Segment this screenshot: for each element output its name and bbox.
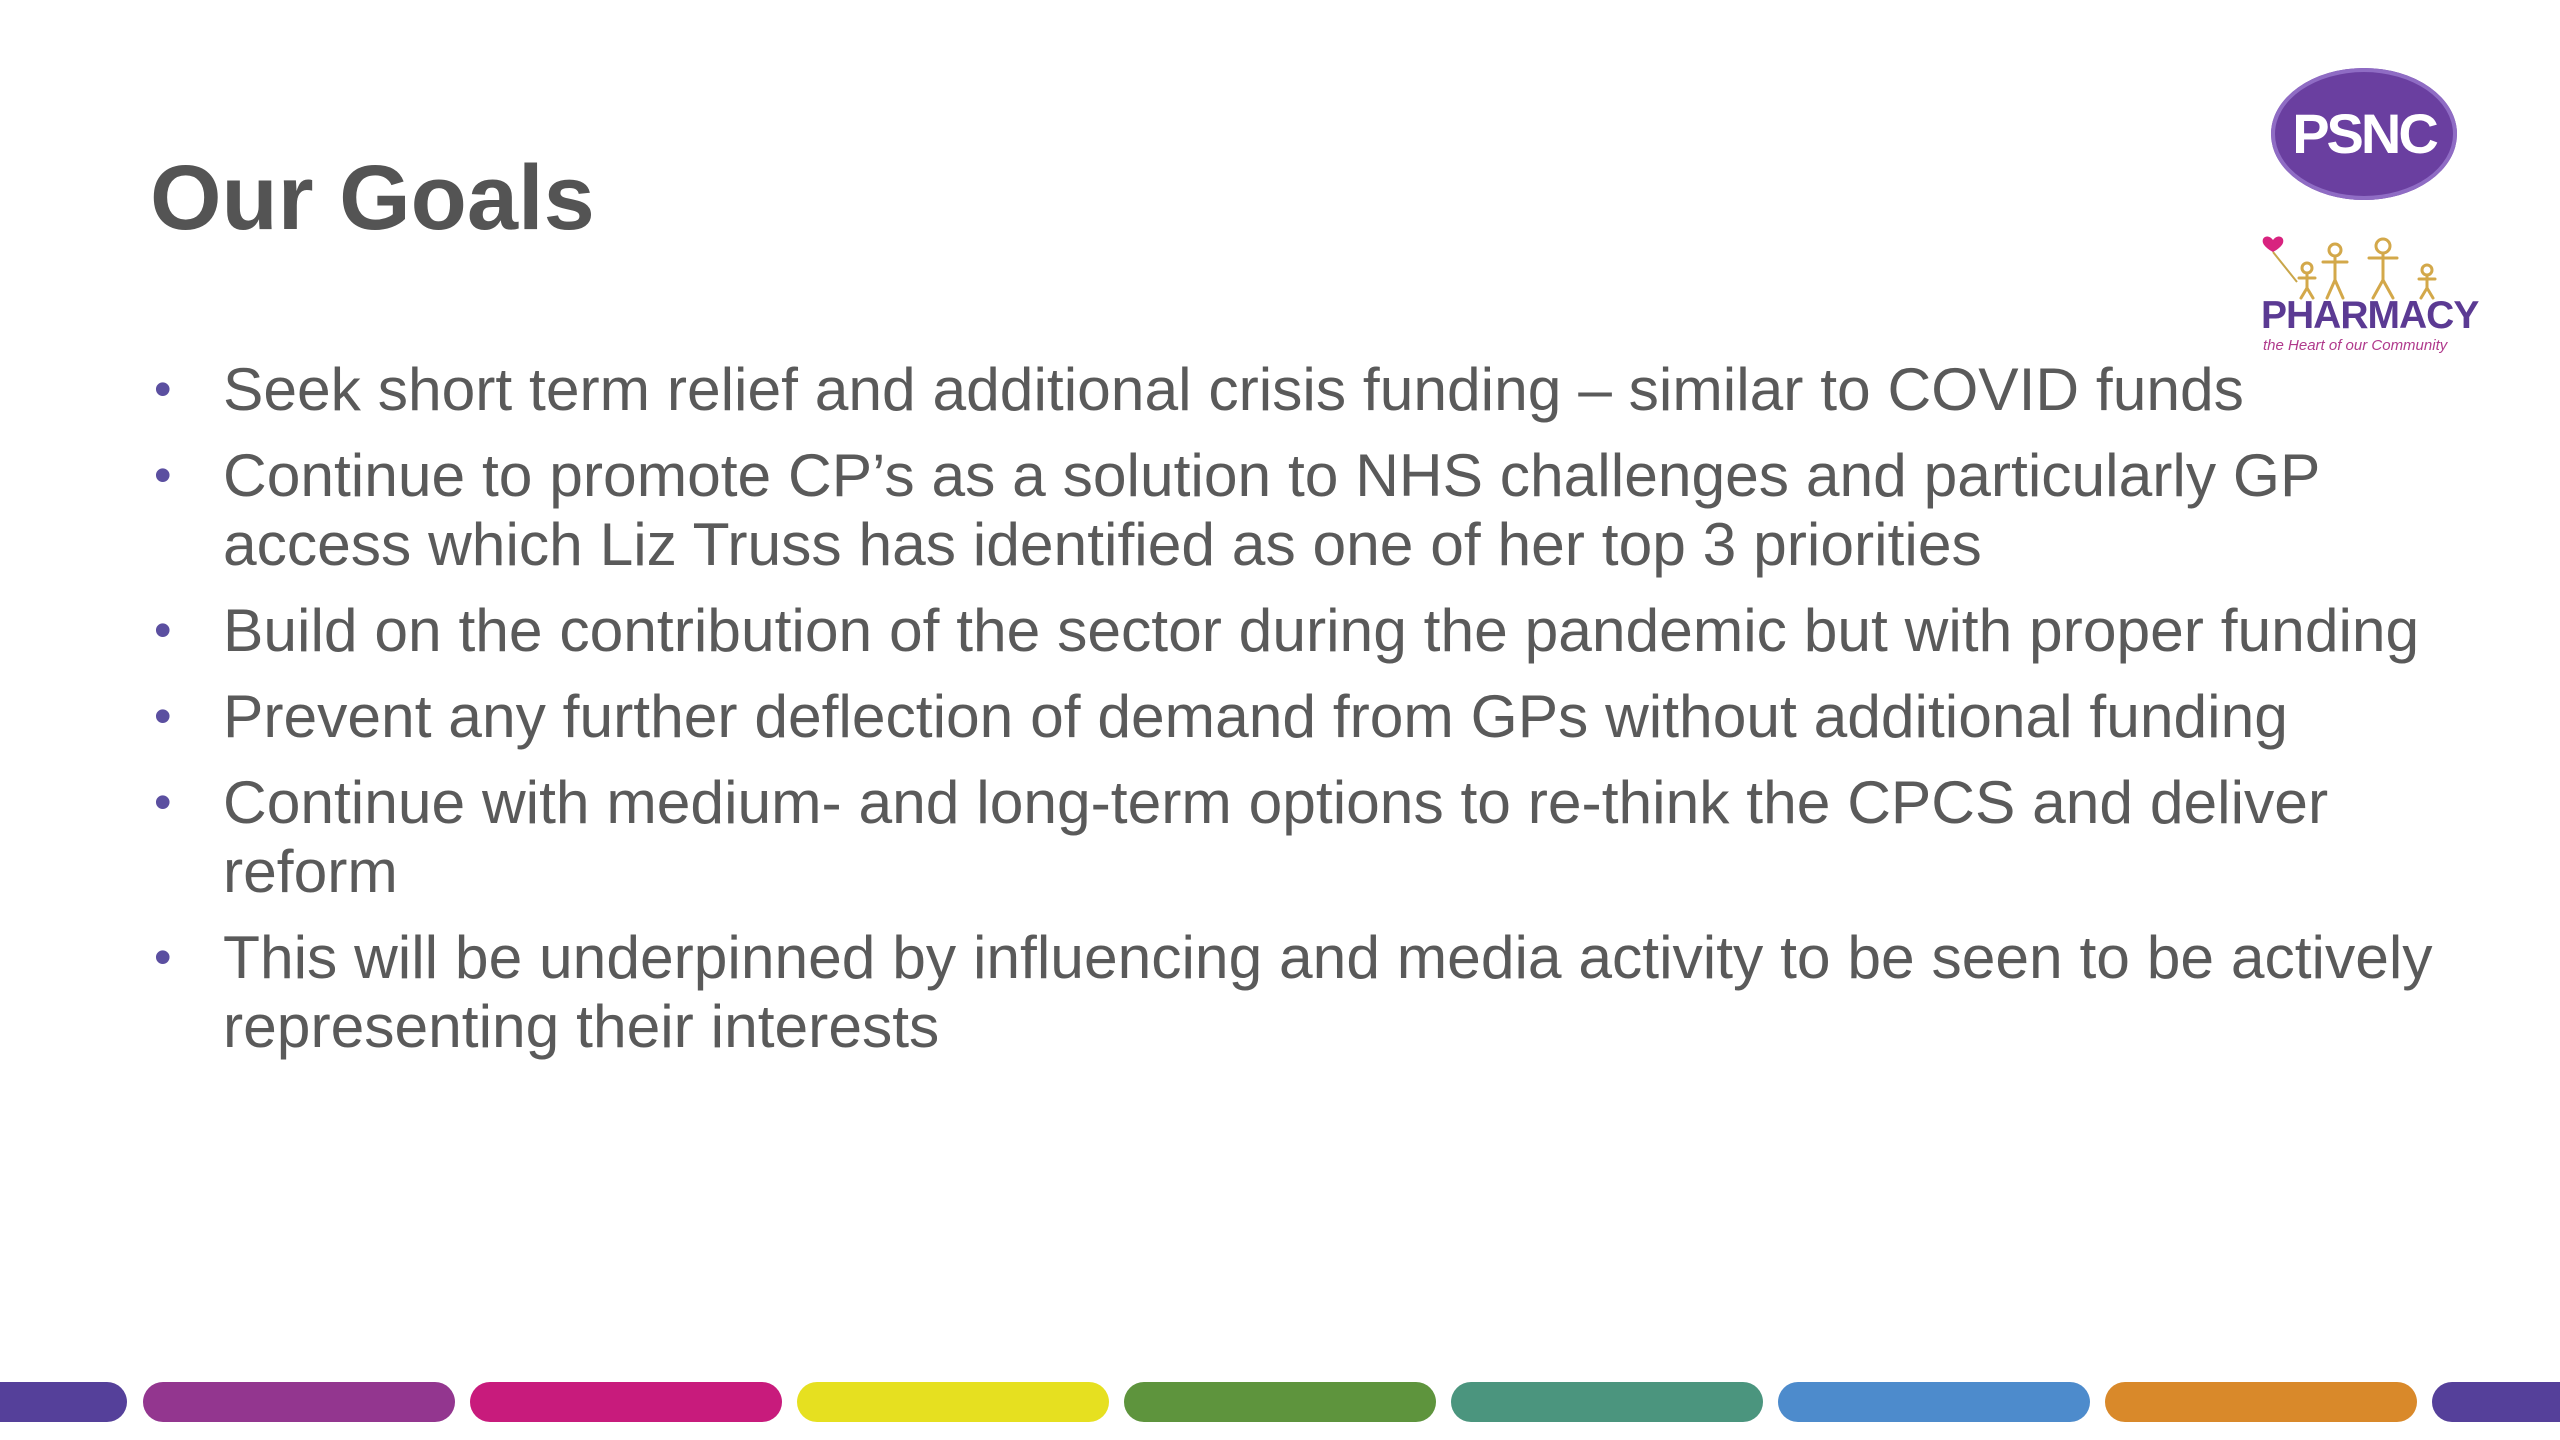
bullet-item bbox=[150, 441, 2470, 579]
bullet-item bbox=[150, 355, 2470, 424]
bullet-text: Build on the contribution of the sector during the pandemic but with proper funding bbox=[223, 596, 2420, 664]
bullet-list bbox=[150, 355, 2470, 1078]
bullet-item bbox=[150, 768, 2470, 906]
psnc-logo-text: PSNC bbox=[2292, 102, 2436, 165]
strip-segment bbox=[797, 1382, 1109, 1422]
strip-segment bbox=[1451, 1382, 1763, 1422]
psnc-pharmacy-logo bbox=[2255, 62, 2485, 362]
bullet-icon: • bbox=[154, 447, 172, 503]
strip-segment bbox=[143, 1382, 455, 1422]
strip-segment bbox=[0, 1382, 127, 1422]
strip-segment bbox=[2432, 1382, 2560, 1422]
bullet-icon: • bbox=[154, 774, 172, 830]
psnc-logo bbox=[2271, 68, 2457, 200]
bullet-item bbox=[150, 923, 2470, 1061]
pharmacy-logo-text: PHARMACY bbox=[2261, 294, 2479, 337]
strip-segment bbox=[470, 1382, 782, 1422]
bullet-text: This will be underpinned by influencing and media activity to be seen to be actively representing their interests bbox=[223, 923, 2433, 1060]
family-figures-heart-balloon-icon bbox=[2255, 230, 2485, 300]
strip-segment bbox=[1778, 1382, 2090, 1422]
bullet-text: Prevent any further deflection of demand from GPs without additional funding bbox=[223, 682, 2288, 750]
bullet-item bbox=[150, 682, 2470, 751]
bullet-icon: • bbox=[154, 929, 172, 985]
colour-strip bbox=[0, 1382, 2560, 1422]
bullet-icon: • bbox=[154, 602, 172, 658]
bullet-icon: • bbox=[154, 361, 172, 417]
pharmacy-tagline: the Heart of our Community bbox=[2263, 337, 2448, 354]
strip-segment bbox=[1124, 1382, 1436, 1422]
bullet-icon: • bbox=[154, 688, 172, 744]
slide-title: Our Goals bbox=[150, 147, 595, 249]
bullet-text: Continue to promote CP’s as a solution to NHS challenges and particularly GP access which Liz Truss has identified as one of her top 3 priorities bbox=[223, 441, 2320, 578]
bullet-item bbox=[150, 596, 2470, 665]
bullet-text: Continue with medium- and long-term options to re-think the CPCS and deliver reform bbox=[223, 768, 2329, 905]
bullet-text: Seek short term relief and additional crisis funding – similar to COVID funds bbox=[223, 355, 2244, 423]
strip-segment bbox=[2105, 1382, 2417, 1422]
